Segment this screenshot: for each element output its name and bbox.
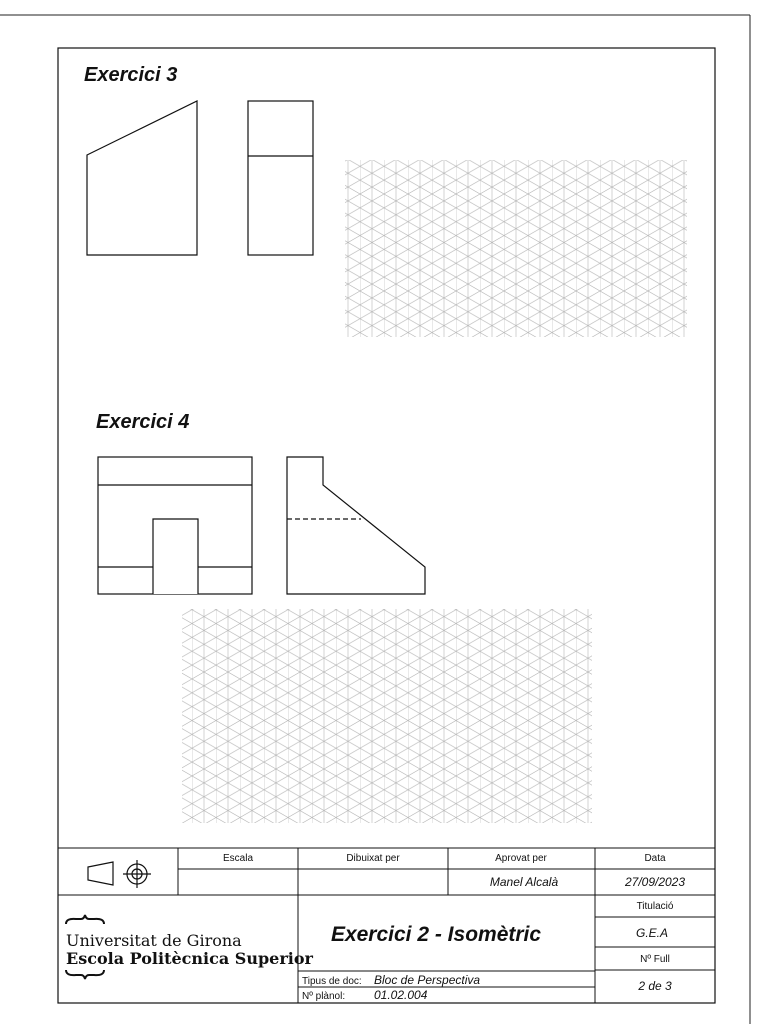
exercise-4-side-view: [287, 457, 425, 594]
title-block: [58, 848, 715, 1003]
doc-type-value: Bloc de Perspectiva: [374, 973, 481, 987]
institution-line2: Escola Politècnica Superior: [66, 949, 313, 968]
logo-bottom-brace-icon: [66, 970, 104, 979]
exercise-4-title: Exercici 4: [96, 411, 190, 433]
plan-no-label: Nº plànol:: [302, 991, 346, 1002]
institution-line1: Universitat de Girona: [66, 931, 242, 950]
exercise-3-isometric-grid[interactable]: [345, 160, 687, 337]
university-logo: [66, 915, 314, 979]
drawing-title: Exercici 2 - Isomètric: [330, 923, 542, 946]
first-angle-projection-icon: [88, 860, 151, 888]
exercise-3-front-view: [87, 101, 197, 255]
logo-top-brace-icon: [66, 915, 104, 924]
exercise-4-isometric-grid[interactable]: [182, 609, 592, 823]
plan-no-value: 01.02.004: [374, 988, 428, 1002]
exercise-3-title: Exercici 3: [84, 64, 178, 86]
date-header: Data: [644, 853, 666, 864]
exercise-3-side-view: [248, 101, 313, 255]
scale-header: Escala: [222, 853, 254, 864]
exercise-4-front-view: [98, 457, 252, 594]
sheet-no-value: 2 de 3: [638, 979, 672, 993]
degree-header: Titulació: [636, 901, 674, 912]
sheet-no-header: Nº Full: [640, 954, 670, 965]
date-value: 27/09/2023: [624, 875, 686, 889]
approved-by-header: Aprovat per: [495, 853, 547, 864]
drawn-by-header: Dibuixat per: [346, 853, 400, 864]
doc-type-label: Tipus de doc:: [302, 976, 362, 987]
approved-by-value: Manel Alcalà: [489, 875, 559, 889]
degree-value: G.E.A: [635, 926, 669, 940]
